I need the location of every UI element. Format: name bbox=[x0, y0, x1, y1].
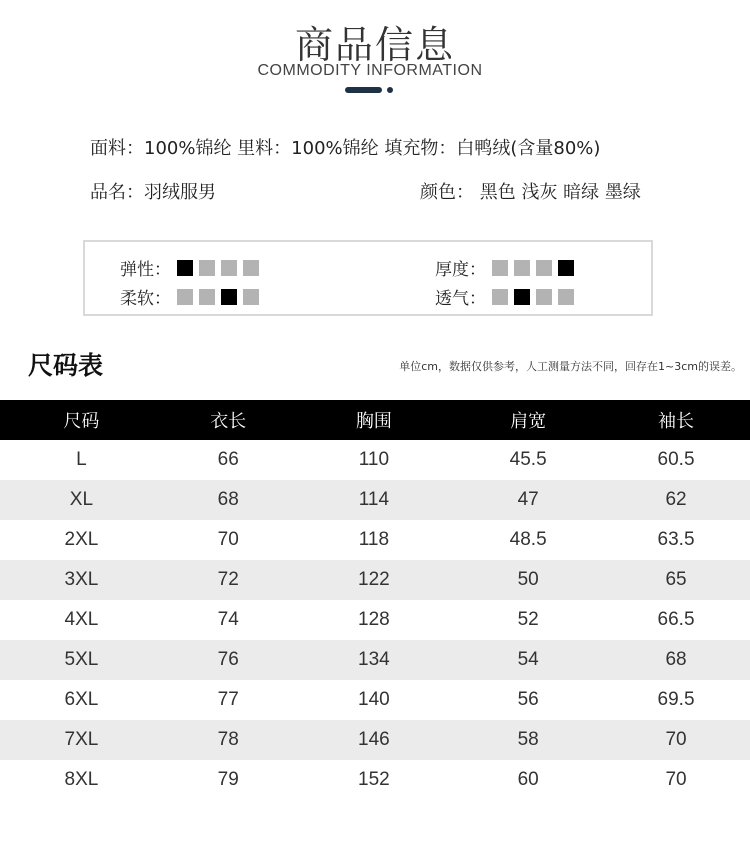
table-body bbox=[0, 440, 750, 800]
table-cell: 7XL bbox=[0, 720, 163, 760]
table-cell: 45.5 bbox=[509, 449, 547, 470]
table-cell: 134 bbox=[294, 640, 455, 680]
table-cell: 68 bbox=[163, 480, 294, 520]
table-cell: 72 bbox=[163, 560, 294, 600]
table-cell: 4XL bbox=[64, 609, 99, 630]
rating-thickness bbox=[435, 255, 580, 280]
rating-label: 透气： bbox=[435, 289, 486, 309]
table-row bbox=[0, 680, 750, 720]
table-cell: 146 bbox=[294, 720, 455, 760]
table-cell: 5XL bbox=[0, 640, 163, 680]
table-cell: 3XL bbox=[0, 560, 163, 600]
table-cell: 48.5 bbox=[509, 529, 547, 550]
rating-square-filled bbox=[514, 289, 530, 305]
rating-square-empty bbox=[177, 289, 193, 305]
table-row bbox=[0, 600, 750, 640]
table-cell: 68 bbox=[602, 640, 750, 680]
rating-softness bbox=[120, 284, 265, 309]
column-header: 肩宽 bbox=[454, 400, 602, 440]
table-row bbox=[0, 480, 750, 520]
table-cell: 63.5 bbox=[657, 529, 695, 550]
table-row bbox=[0, 440, 750, 480]
table-cell: 79 bbox=[217, 769, 239, 790]
table-cell: 128 bbox=[358, 609, 390, 630]
table-row bbox=[0, 640, 750, 680]
table-cell: 47 bbox=[454, 480, 602, 520]
rating-square-empty bbox=[243, 289, 259, 305]
table-cell: 152 bbox=[358, 769, 390, 790]
table-cell: 58 bbox=[454, 720, 602, 760]
table-cell: 70 bbox=[665, 769, 687, 790]
page-subtitle: COMMODITY INFORMATION bbox=[257, 62, 483, 79]
rating-square-empty bbox=[558, 289, 574, 305]
table-cell: 52 bbox=[517, 609, 539, 630]
fabric-info: 面料：100%锦纶 里料：100%锦纶 填充物：白鸭绒(含量80%) bbox=[90, 138, 601, 159]
rating-square-empty bbox=[514, 260, 530, 276]
table-cell: 65 bbox=[602, 560, 750, 600]
table-cell: 56 bbox=[517, 689, 539, 710]
color-options: 颜色： 黑色 浅灰 暗绿 墨绿 bbox=[420, 182, 641, 203]
table-cell: 66 bbox=[217, 449, 239, 470]
column-header: 胸围 bbox=[294, 400, 455, 440]
table-cell: 77 bbox=[217, 689, 239, 710]
rating-square-empty bbox=[199, 289, 215, 305]
table-cell: 110 bbox=[358, 449, 390, 470]
rating-square-empty bbox=[492, 289, 508, 305]
page-title: 商品信息 bbox=[294, 23, 455, 67]
table-cell: 8XL bbox=[64, 769, 99, 790]
rating-panel bbox=[83, 240, 653, 316]
rating-label: 厚度： bbox=[435, 260, 486, 280]
table-cell: 70 bbox=[602, 720, 750, 760]
table-cell: 2XL bbox=[64, 529, 99, 550]
title-decoration bbox=[345, 87, 395, 93]
decoration-dot bbox=[387, 87, 393, 93]
table-row bbox=[0, 760, 750, 800]
table-cell: 66.5 bbox=[657, 609, 695, 630]
size-chart-note: 单位cm，数据仅供参考，人工测量方法不同，回存在1~3cm的误差。 bbox=[399, 360, 742, 373]
rating-label: 弹性： bbox=[120, 260, 171, 280]
table-cell: 60.5 bbox=[657, 449, 695, 470]
table-cell: 78 bbox=[163, 720, 294, 760]
table-cell: 122 bbox=[294, 560, 455, 600]
table-cell: 62 bbox=[602, 480, 750, 520]
rating-square-empty bbox=[536, 289, 552, 305]
table-cell: 74 bbox=[217, 609, 239, 630]
table-cell: 76 bbox=[163, 640, 294, 680]
table-cell: 118 bbox=[358, 529, 390, 550]
rating-square-empty bbox=[199, 260, 215, 276]
product-name: 品名：羽绒服男 bbox=[90, 182, 216, 203]
table-cell: 6XL bbox=[64, 689, 99, 710]
table-cell: XL bbox=[0, 480, 163, 520]
decoration-bar bbox=[345, 87, 382, 93]
table-row bbox=[0, 720, 750, 760]
size-chart-title: 尺码表 bbox=[28, 351, 104, 380]
table-header-row bbox=[0, 400, 750, 440]
table-cell: 60 bbox=[517, 769, 539, 790]
rating-label: 柔软： bbox=[120, 289, 171, 309]
table-cell: 50 bbox=[454, 560, 602, 600]
rating-square-empty bbox=[536, 260, 552, 276]
table-cell: 114 bbox=[294, 480, 455, 520]
rating-square-empty bbox=[243, 260, 259, 276]
table-cell: 54 bbox=[454, 640, 602, 680]
size-table bbox=[0, 400, 750, 800]
rating-square-empty bbox=[492, 260, 508, 276]
rating-square-filled bbox=[558, 260, 574, 276]
rating-square-filled bbox=[221, 289, 237, 305]
table-row bbox=[0, 560, 750, 600]
rating-elasticity bbox=[120, 255, 265, 280]
column-header: 袖长 bbox=[602, 400, 750, 440]
rating-breathability bbox=[435, 284, 580, 309]
rating-square-filled bbox=[177, 260, 193, 276]
table-cell: 140 bbox=[358, 689, 390, 710]
table-cell: 70 bbox=[217, 529, 239, 550]
table-cell: 69.5 bbox=[657, 689, 695, 710]
table-cell: L bbox=[76, 449, 87, 470]
rating-square-empty bbox=[221, 260, 237, 276]
column-header: 尺码 bbox=[0, 400, 163, 440]
column-header: 衣长 bbox=[163, 400, 294, 440]
table-row bbox=[0, 520, 750, 560]
